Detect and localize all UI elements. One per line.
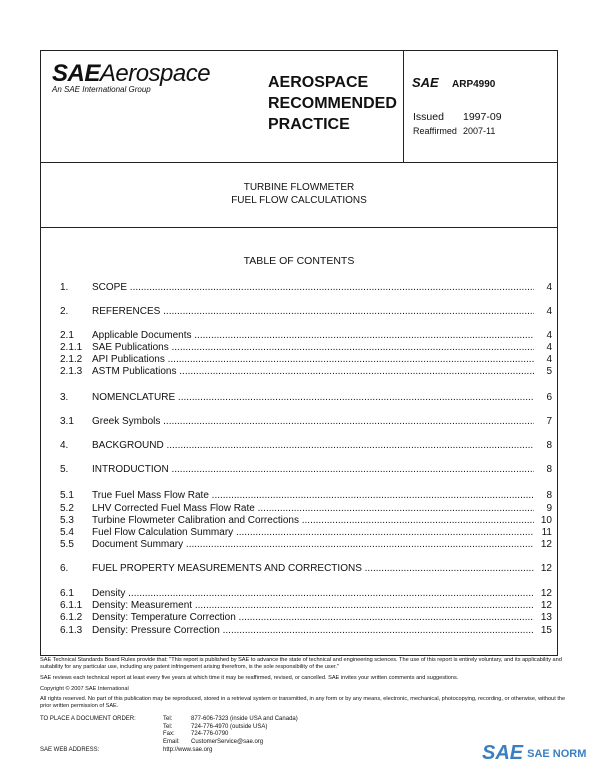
document-title — [40, 181, 558, 207]
toc-heading: TABLE OF CONTENTS — [243, 255, 355, 267]
order-label: TO PLACE A DOCUMENT ORDER: — [40, 716, 136, 722]
toc-entry[interactable] — [60, 539, 552, 551]
toc-entry-number: 1. — [60, 282, 69, 293]
stamp-mark: SAE — [482, 742, 524, 764]
tel-value: 877-606-7323 (inside USA and Canada) — [191, 716, 298, 722]
tel2-value: 724-776-4970 (outside USA) — [191, 723, 268, 730]
email-label: Email: — [163, 738, 180, 745]
toc-entry-number: 2.1.3 — [60, 366, 83, 377]
toc-entry-title: Density ..... — [92, 588, 534, 600]
toc-entry-title: SCOPE ..... — [92, 282, 534, 294]
toc-entry[interactable] — [60, 330, 552, 342]
toc-entry-page: 8 — [546, 440, 552, 451]
toc-entry-number: 2.1 — [60, 330, 74, 341]
toc-entry-page: 11 — [541, 527, 552, 538]
reaffirmed-row — [413, 126, 495, 136]
stamp-text: SAE NORM — [527, 747, 587, 760]
toc-entry[interactable] — [60, 342, 552, 354]
issued-row — [413, 111, 502, 123]
toc-entry-number: 2.1.2 — [60, 354, 83, 365]
toc-entry-number: 5.4 — [60, 527, 74, 538]
document-type — [268, 72, 397, 135]
toc-entry-page: 9 — [546, 503, 552, 514]
footer-rights-notice: All rights reserved. No part of this publication may be reproduced, stored in a retrieval system or transmitted, in any form or by any means, electronic, mechanical, photocopying, recording, or otherwise, without the prior written permission of SAE. — [40, 696, 566, 709]
toc-entry-title: Applicable Documents ..... — [92, 330, 534, 342]
toc-entry-title: Turbine Flowmeter Calibration and Corrections ..... — [92, 515, 534, 527]
toc-entry-title: Density: Measurement ..... — [92, 600, 534, 612]
toc-entry-page: 12 — [540, 563, 552, 574]
toc-entry-page: 13 — [540, 612, 552, 623]
toc-entry-page: 6 — [546, 392, 552, 403]
logo-brand-light: Aerospace — [99, 60, 211, 87]
toc-entry-number: 5.3 — [60, 515, 74, 526]
toc-entry[interactable] — [60, 563, 552, 575]
toc-entry-number: 2. — [60, 306, 69, 317]
web-label: SAE WEB ADDRESS: — [40, 747, 100, 753]
toc-entry-number: 6.1.2 — [60, 612, 83, 623]
toc-entry-number: 3. — [60, 392, 69, 403]
toc-entry-number: 4. — [60, 440, 69, 451]
toc-entry-page: 4 — [546, 306, 552, 317]
toc-entry-number: 5. — [60, 464, 69, 475]
toc-entry[interactable] — [60, 625, 552, 637]
toc-entry-title: NOMENCLATURE ..... — [92, 392, 534, 404]
title-line: TURBINE FLOWMETER — [243, 182, 355, 193]
toc-entry[interactable] — [60, 416, 552, 428]
toc-entry[interactable] — [60, 527, 552, 539]
toc-entry-number: 6. — [60, 563, 69, 574]
toc-entry-page: 8 — [546, 490, 552, 501]
footer-copyright: Copyright © 2007 SAE International — [40, 686, 129, 692]
email-link[interactable]: CustomerService@sae.org — [191, 738, 264, 745]
toc-entry[interactable] — [60, 588, 552, 600]
toc-entry[interactable] — [60, 503, 552, 515]
toc-entry-title: Density: Temperature Correction ..... — [92, 612, 534, 624]
fax-label: Fax: — [163, 731, 175, 737]
title-line: FUEL FLOW CALCULATIONS — [231, 195, 367, 206]
toc-entry-page: 4 — [546, 282, 552, 293]
toc-entry[interactable] — [60, 440, 552, 452]
tel-label: Tel: — [163, 716, 173, 722]
toc-entry-number: 6.1 — [60, 588, 74, 599]
doc-type-line: AEROSPACE — [268, 74, 369, 91]
footer-rules-notice: SAE Technical Standards Board Rules provide that: "This report is published by SAE to advance the state of technical and engineering sciences. The use of this report is entirely voluntary, and its applicability and suitability for any particular use, including any patent infringement arising therefrom, is the sole responsibility of the user." — [40, 657, 562, 670]
toc-entry-page: 4 — [546, 330, 552, 341]
toc-entry-title: SAE Publications ..... — [92, 342, 534, 354]
tel2-label: Tel: — [163, 723, 173, 730]
toc-entry-title: INTRODUCTION ..... — [92, 464, 534, 476]
issued-value: 1997-09 — [463, 111, 502, 123]
toc-entry-page: 12 — [540, 588, 552, 599]
toc-entry-page: 5 — [546, 366, 552, 377]
toc-entry[interactable] — [60, 354, 552, 366]
web-address-link[interactable]: http://www.sae.org — [163, 747, 213, 753]
toc-entry-title: Density: Pressure Correction ..... — [92, 625, 534, 637]
toc-entry-page: 12 — [540, 539, 552, 550]
reaffirmed-value: 2007-11 — [463, 126, 496, 136]
toc-entry[interactable] — [60, 282, 552, 294]
toc-entry-title: ASTM Publications ..... — [92, 366, 534, 378]
header-divider — [40, 162, 558, 163]
toc-entry-title: Greek Symbols ..... — [92, 416, 534, 428]
toc-entry-page: 15 — [540, 625, 552, 636]
toc-entry[interactable] — [60, 612, 552, 624]
doc-type-line: RECOMMENDED — [268, 95, 397, 112]
toc-entry[interactable] — [60, 600, 552, 612]
toc-entry-number: 2.1.1 — [60, 342, 83, 353]
toc-entry-number: 6.1.1 — [60, 600, 83, 611]
toc-entry[interactable] — [60, 366, 552, 378]
toc-entry-number: 5.1 — [60, 490, 74, 501]
issued-label: Issued — [413, 111, 444, 123]
footer-review-notice: SAE reviews each technical report at least every five years at which time it may be reaffirmed, revised, or cancelled. SAE invites your written comments and suggestions. — [40, 675, 459, 681]
toc-entry-page: 4 — [546, 342, 552, 353]
toc-entry-number: 5.2 — [60, 503, 74, 514]
toc-entry-title: LHV Corrected Fuel Mass Flow Rate ..... — [92, 503, 534, 515]
toc-entry-page: 8 — [546, 464, 552, 475]
toc-entry-title: True Fuel Mass Flow Rate ..... — [92, 490, 534, 502]
title-divider — [40, 227, 558, 228]
toc-entry-page: 10 — [540, 515, 552, 526]
order-contacts — [163, 716, 298, 746]
toc-entry-page: 12 — [540, 600, 552, 611]
doc-type-line: PRACTICE — [268, 116, 350, 133]
toc-entry-title: Fuel Flow Calculation Summary ..... — [92, 527, 534, 539]
toc-entry[interactable] — [60, 515, 552, 527]
toc-entry-title: Document Summary ..... — [92, 539, 534, 551]
toc-entry-title: REFERENCES ..... — [92, 306, 534, 318]
toc-entry-number: 6.1.3 — [60, 625, 83, 636]
toc-entry-page: 4 — [546, 354, 552, 365]
sae-mark: SAE — [412, 75, 439, 90]
sae-norm-stamp — [482, 742, 586, 765]
logo-brand-bold: SAE — [52, 60, 100, 87]
toc-entry[interactable] — [60, 306, 552, 318]
fax-value: 724-776-0790 — [191, 731, 229, 737]
toc-entry-title: API Publications ..... — [92, 354, 534, 366]
toc-entry-page: 7 — [546, 416, 552, 427]
toc-entry[interactable] — [60, 464, 552, 476]
toc-entry[interactable] — [60, 392, 552, 404]
toc-entry-number: 3.1 — [60, 416, 74, 427]
header-column-divider — [403, 50, 404, 162]
toc-entry-title: BACKGROUND ..... — [92, 440, 534, 452]
toc-entry[interactable] — [60, 490, 552, 502]
reaffirmed-label: Reaffirmed — [413, 126, 457, 136]
toc-entry-number: 5.5 — [60, 539, 74, 550]
sae-aerospace-logo — [52, 60, 210, 94]
document-number: ARP4990 — [452, 79, 496, 90]
toc-entry-title: FUEL PROPERTY MEASUREMENTS AND CORRECTIONS ..... — [92, 563, 534, 575]
logo-subtitle: An SAE International Group — [52, 85, 151, 94]
